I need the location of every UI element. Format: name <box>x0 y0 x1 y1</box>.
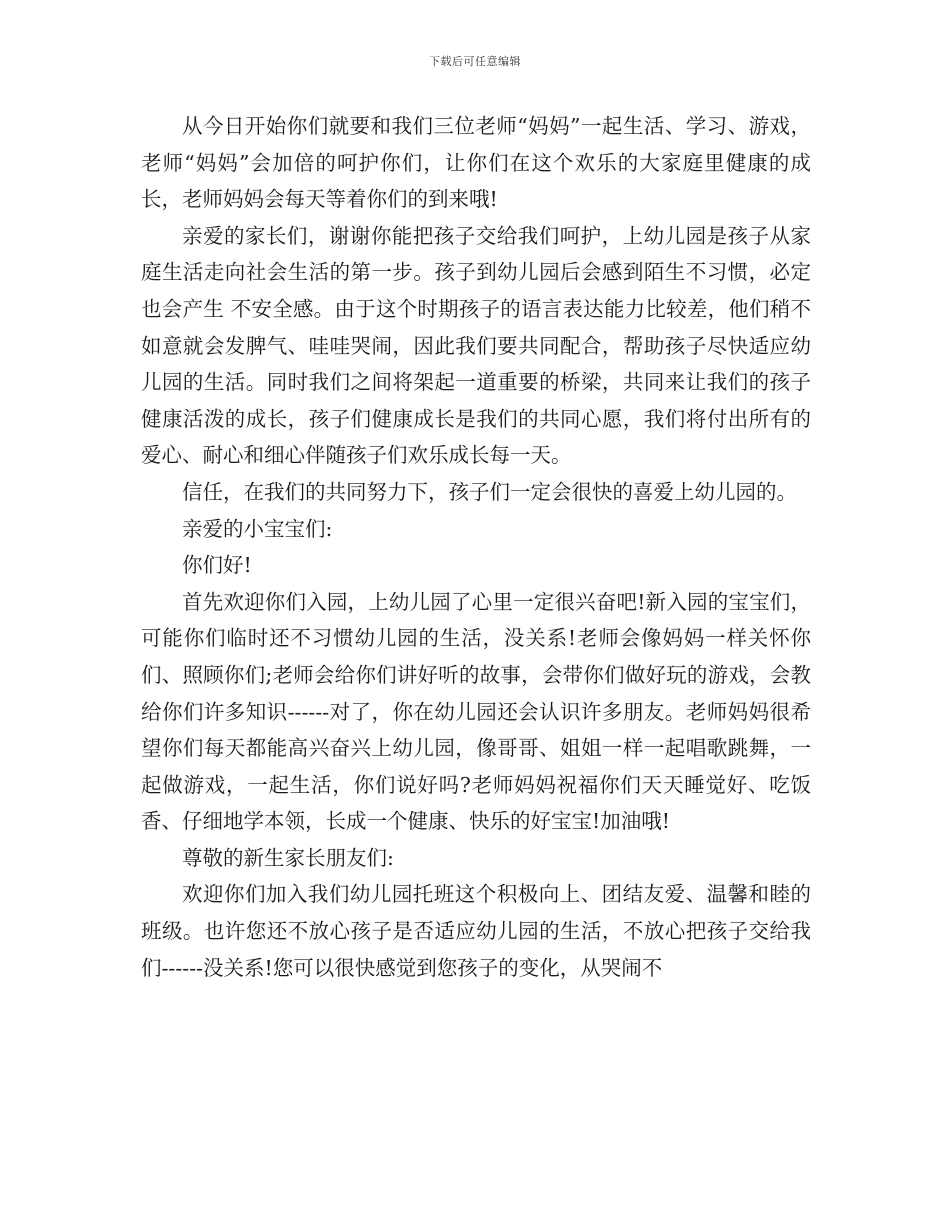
paragraph: 信任，在我们的共同努力下，孩子们一定会很快的喜爱上幼儿园的。 <box>182 479 797 504</box>
paragraph: 欢迎你们加入我们幼儿园托班这个积极向上、团结友爱、温馨和睦的班级。也许您还不放心孩子是否适应幼儿园的生活，不放心把孩子交给我们------没关系!您可以很快感觉到您孩子的变化，从哭闹不 <box>141 882 811 980</box>
paragraph: 亲爱的家长们，谢谢你能把孩子交给我们呵护，上幼儿园是孩子从家庭生活走向社会生活的第一步。孩子到幼儿园后会感到陌生不习惯，必定也会产生 不安全感。由于这个时期孩子的语言表达能力比较差，他们稍不如意就会发脾气、哇哇哭闹，因此我们要共同配合，帮助孩子尽快适应幼儿园的生活。同时我们之间将架起一道重要的桥梁，共同来让我们的孩子健康活泼的成长，孩子们健康成长是我们的共同心愿，我们将付出所有的爱心、耐心和细心伴随孩子们欢乐成长每一天。 <box>141 223 811 468</box>
salutation-parents: 尊敬的新生家长朋友们: <box>182 845 394 870</box>
paragraph: 首先欢迎你们入园，上幼儿园了心里一定很兴奋吧!新入园的宝宝们，可能你们临时还不习惯幼儿园的生活，没关系!老师会像妈妈一样关怀你们、照顾你们;老师会给你们讲好听的故事，会带你们做好玩的游戏，会教给你们许多知识------对了，你在幼儿园还会认识许多朋友。老师妈妈很希望你们每天都能高兴奋兴上幼儿园，像哥哥、姐姐一样一起唱歌跳舞，一起做游戏，一起生活，你们说好吗?老师妈妈祝福你们天天睡觉好、吃饭香、仔细地学本领，长成一个健康、快乐的好宝宝!加油哦! <box>141 589 811 834</box>
document-body <box>141 108 811 986</box>
salutation-children: 亲爱的小宝宝们: <box>182 516 333 541</box>
paragraph: 从今日开始你们就要和我们三位老师“妈妈”一起生活、学习、游戏，老师“妈妈”会加倍的呵护你们，让你们在这个欢乐的大家庭里健康的成长，老师妈妈会每天等着你们的到来哦! <box>141 114 811 212</box>
greeting: 你们好! <box>182 553 252 578</box>
page-header: 下载后可任意编辑 <box>429 55 521 68</box>
